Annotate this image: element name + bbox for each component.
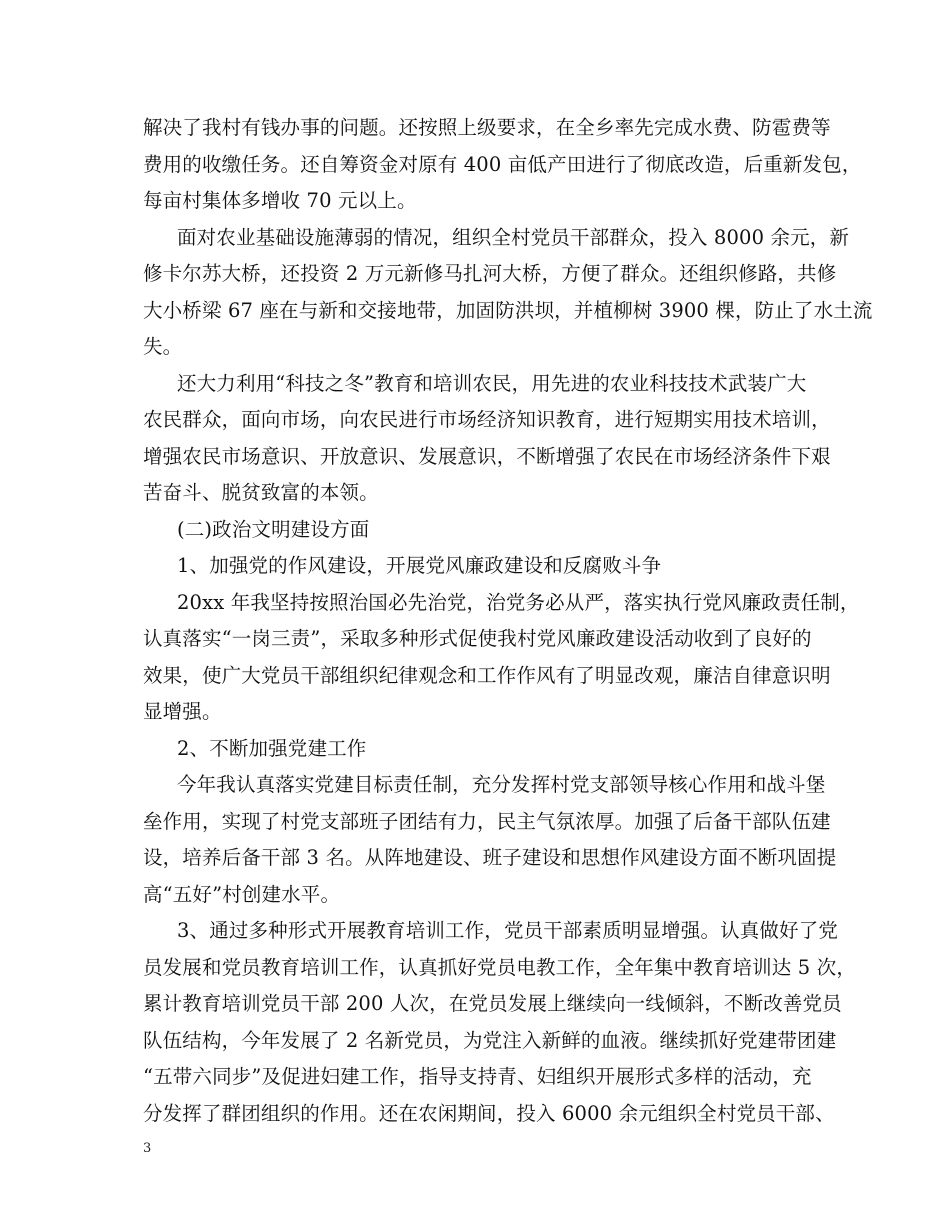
paragraph-start-line: 还大力利用“科技之冬”教育和培训农民，用先进的农业科技技术武装广大 [177,371,807,395]
text-line: 修卡尔苏大桥，还投资 2 万元新修马扎河大桥，方便了群众。还组织修路，共修 [143,262,837,285]
text-line: 费用的收缴任务。还自筹资金对原有 400 亩低产田进行了彻底改造，后重新发包， [143,152,862,176]
paragraph-start-line: 今年我认真落实党建目标责任制，充分发挥村党支部领导核心作用和战斗堡 [177,773,826,796]
subsection-heading: 1、加强党的作风建设，开展党风廉政建设和反腐败斗争 [177,554,662,577]
text-line: 苦奋斗、脱贫致富的本领。 [143,481,379,504]
text-line: 每亩村集体多增收 70 元以上。 [143,189,417,212]
text-line: 队伍结构，今年发展了 2 名新党员，为党注入新鲜的血液。继续抓好党建带团建 [143,1028,837,1052]
paragraph-start-line: 3、通过多种形式开展教育培训工作，党员干部素质明显增强。认真做好了党 [177,919,839,942]
text-line: “五带六同步”及促进妇建工作，指导支持青、妇组织开展形式多样的活动，充 [143,1065,812,1088]
paragraph-start-line: 面对农业基础设施薄弱的情况，组织全村党员干部群众，投入 8000 余元，新 [177,225,850,249]
text-line: 解决了我村有钱办事的问题。还按照上级要求，在全乡率先完成水费、防雹费等 [143,116,831,139]
text-line: 显增强。 [143,700,222,723]
text-line: 失。 [143,335,183,358]
text-line: 分发挥了群团组织的作用。还在农闲期间，投入 6000 余元组织全村党员干部、 [143,1101,835,1125]
text-line: 认真落实“一岗三责”，采取多种形式促使我村党风廉政建设活动收到了良好的 [143,627,812,650]
text-line: 增强农民市场意识、开放意识、发展意识，不断增强了农民在市场经济条件下艰 [143,444,831,468]
section-heading: (二)政治文明建设方面 [177,517,370,541]
text-line: 农民群众，面向市场，向农民进行市场经济知识教育，进行短期实用技术培训， [143,408,831,431]
text-line: 高“五好”村创建水平。 [143,882,341,906]
text-line: 效果，使广大党员干部组织纪律观念和工作作风有了明显改观，廉洁自律意识明 [143,663,831,687]
text-line: 大小桥梁 67 座在与新和交接地带，加固防洪坝，并植柳树 3900 棵，防止了水土流 [143,298,873,322]
paragraph-start-line: 20xx 年我坚持按照治国必先治党，治党务必从严，落实执行党风廉政责任制， [177,590,860,614]
subsection-heading: 2、不断加强党建工作 [177,736,367,760]
text-line: 垒作用，实现了村党支部班子团结有力，民主气氛浓厚。加强了后备干部队伍建 [143,809,831,833]
document-body [143,110,873,1132]
text-line: 员发展和党员教育培训工作，认真抓好党员电教工作，全年集中教育培训达 5 次， [143,955,857,979]
text-line: 设，培养后备干部 3 名。从阵地建设、班子建设和思想作风建设方面不断巩固提 [143,846,837,869]
page-number: 3 [143,1141,152,1156]
text-line: 累计教育培训党员干部 200 人次，在党员发展上继续向一线倾斜，不断改善党员 [143,992,842,1015]
